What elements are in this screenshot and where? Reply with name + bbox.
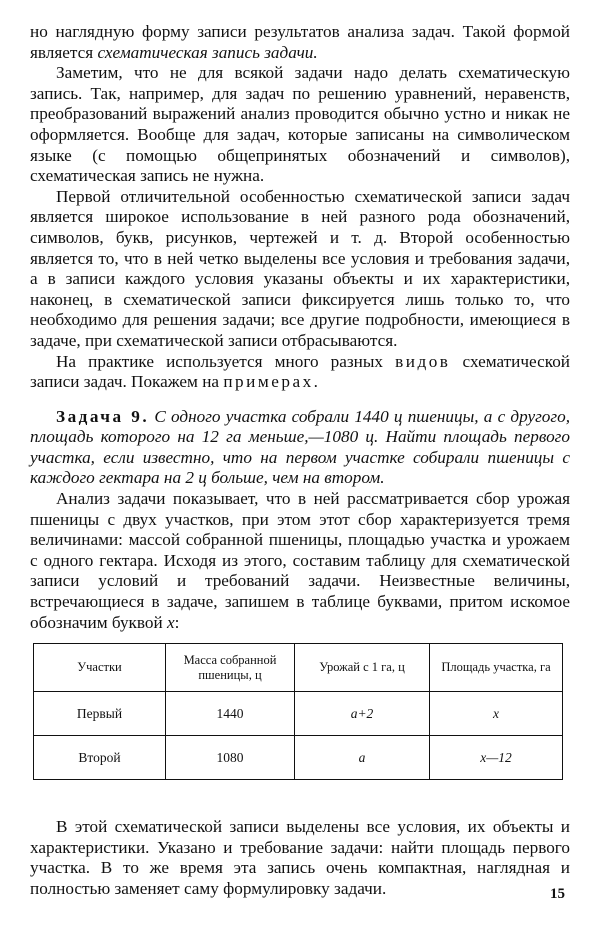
practice-spaced-1: видов (395, 351, 451, 371)
table-cell: 1440 (166, 692, 295, 736)
paragraph-task (30, 407, 570, 489)
page-number: 15 (550, 886, 565, 902)
practice-text-1: На практике используется много разных (56, 351, 396, 371)
table-header-cell: Участки (34, 644, 166, 692)
table-header-cell: Площадь участка, га (430, 644, 563, 692)
analysis-text: Анализ задачи показывает, что в ней рассматривается сбор урожая пшеницы с двух участков, при этом этот сбор характеризуется тремя величинами: массой собранной пшеницы, площадью участка и урожаем с одного гектара. Исходя из этого, составим таблицу для схематической записи условий и требований задачи. Неизвестные величины, встречающиеся в задаче, запишем в таблице буквами, притом искомое обозначим буквой (30, 489, 570, 632)
table-cell: x (430, 692, 563, 736)
paragraph-analysis (30, 489, 570, 633)
page-body (30, 22, 570, 900)
task-statement: С одного участка собрали 1440 ц пшеницы, а с другого, площадь которого на 12 га меньше,—1080 ц. Найти площадь первого участка, если известно, что на первом участке собирали пшеницы с каждого гектара на 2 ц больше, чем на втором. (30, 406, 570, 488)
table-cell: x—12 (430, 736, 563, 780)
practice-text-2: схематической записи задач. Покажем на (30, 351, 570, 392)
table-cell: Первый (34, 692, 166, 736)
table-header-cell: Масса собранной пшеницы, ц (166, 644, 295, 692)
paragraph-practice (30, 352, 570, 393)
scheme-table (33, 643, 563, 780)
table-cell: Второй (34, 736, 166, 780)
analysis-colon: : (174, 612, 180, 632)
table-header-row (34, 644, 563, 692)
paragraph-remark: Заметим, что не для всякой задачи надо делать схематическую запись. Так, например, для задач по решению уравнений, неравенств, преобразований выражений анализ проводится обычно устно и никак не оформляется. Вообще для задач, которые записаны на символическом языке (с помощью общепринятых обозначений и символов), схематическая запись не нужна. (30, 63, 570, 186)
intro-text: но наглядную форму записи результатов анализа задач. Такой формой является (30, 22, 570, 62)
table-header-cell: Урожай с 1 га, ц (295, 644, 430, 692)
table-cell: a (295, 736, 430, 780)
intro-term: схематическая запись задачи. (97, 42, 318, 62)
table-row (34, 736, 563, 780)
paragraph-intro (30, 22, 570, 63)
paragraph-features: Первой отличительной особенностью схематической записи задач является широкое использование в ней разного рода обозначений, символов, букв, рисунков, чертежей и т. д. Второй особенностью является то, что в ней четко выделены все условия и требования задачи, а в записи каждого условия указаны объекты и их характеристики, наконец, в схематической записи фиксируется лишь только то, что необходимо для решения задачи; все другие подробности, имеющиеся в задаче, при схематической записи отбрасываются. (30, 186, 570, 350)
table-cell: a+2 (295, 692, 430, 736)
table-cell: 1080 (166, 736, 295, 780)
analysis-variable: x (167, 612, 175, 632)
practice-spaced-2: примерах. (223, 372, 321, 392)
table-row (34, 692, 563, 736)
paragraph-conclusion: В этой схематической записи выделены все условия, их объекты и характеристики. Указано и требование задачи: найти площадь первого участка. В то же время эта запись очень компактная, наглядная и полностью заменяет саму формулировку задачи. (30, 817, 570, 898)
task-label: Задача 9. (56, 406, 150, 426)
